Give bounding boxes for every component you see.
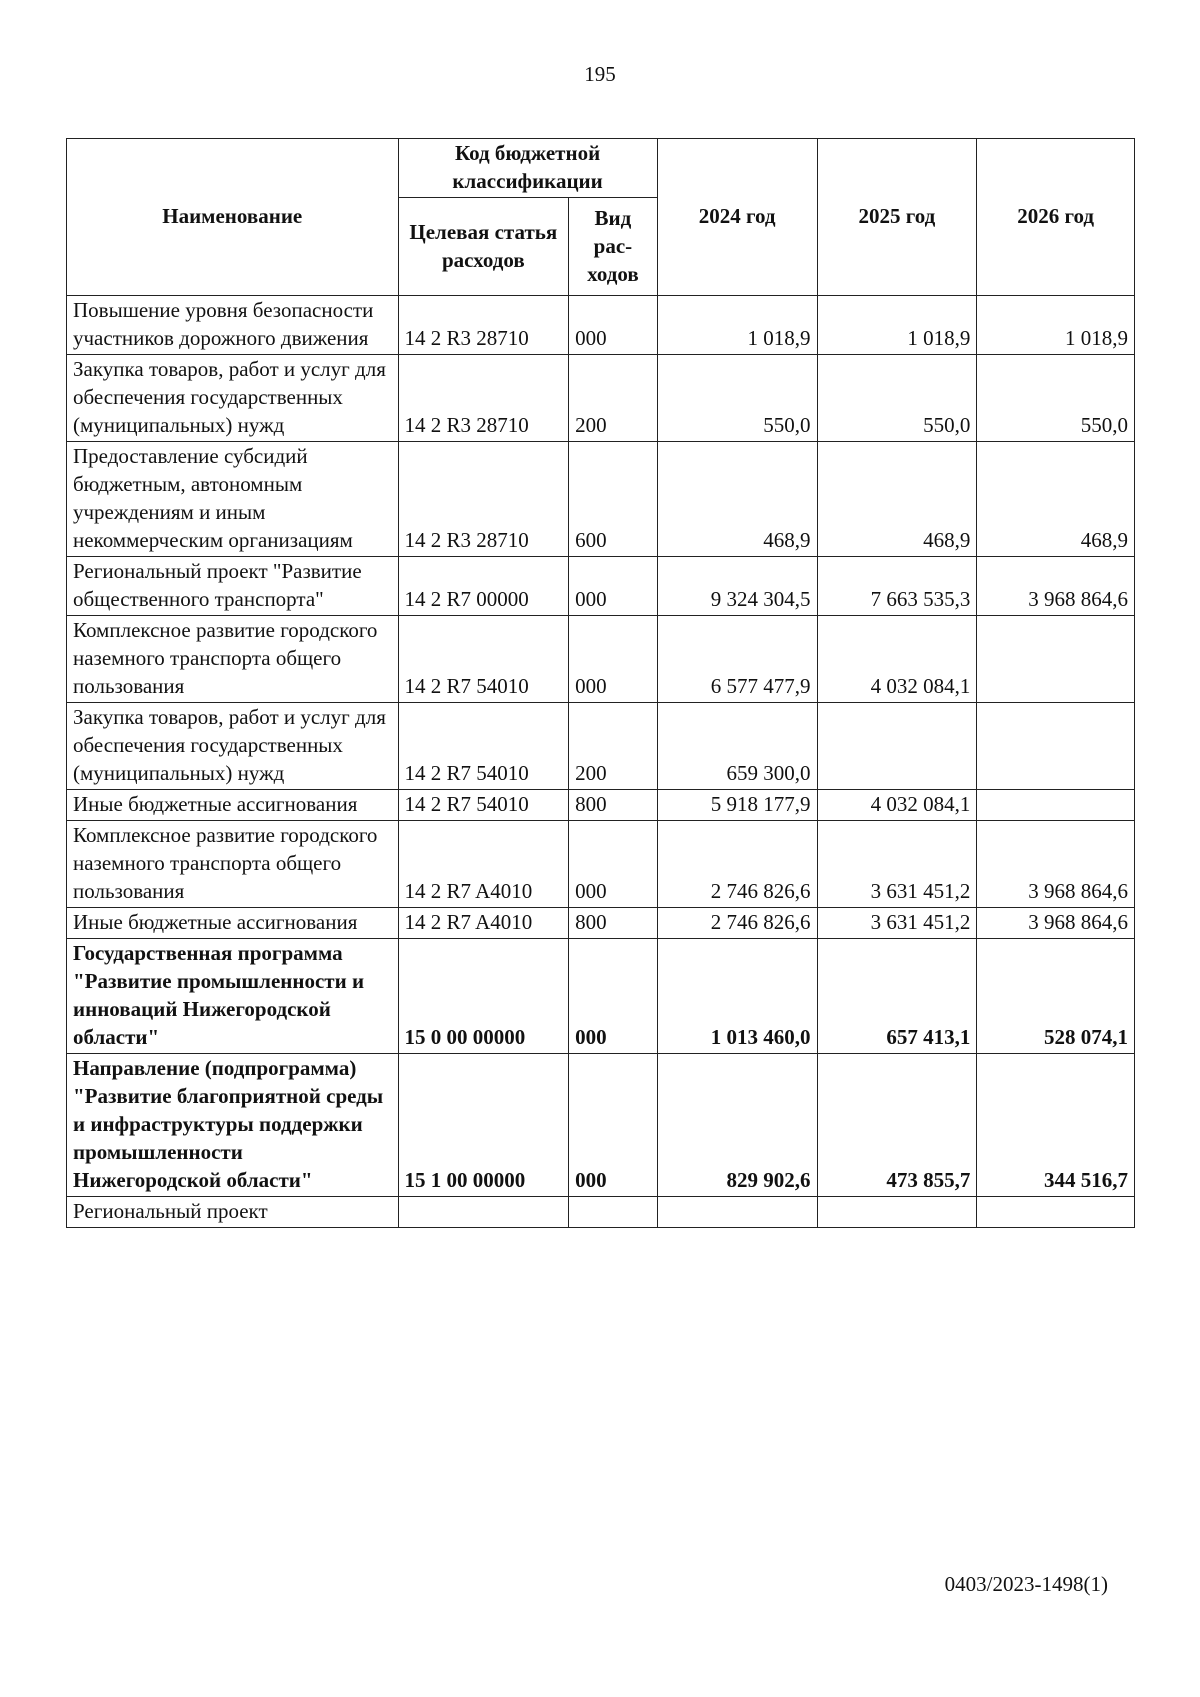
table-row [67,442,1135,557]
cell-name: Предоставление субсидий бюджетным, автономным учреждениям и иным некоммерческим организациям [67,442,399,557]
table-row [67,790,1135,821]
cell-kind [569,1197,658,1228]
table-row [67,1197,1135,1228]
table-row [67,821,1135,908]
cell-y2024: 659 300,0 [657,703,817,790]
header-name: Наименование [67,139,399,296]
cell-y2025: 1 018,9 [817,296,977,355]
cell-y2025: 7 663 535,3 [817,557,977,616]
cell-y2026 [977,703,1135,790]
table-row [67,296,1135,355]
header-2025: 2025 год [817,139,977,296]
cell-y2026: 468,9 [977,442,1135,557]
cell-name: Закупка товаров, работ и услуг для обеспечения государственных (муниципальных) нужд [67,703,399,790]
cell-kind: 800 [569,908,658,939]
cell-y2024: 829 902,6 [657,1054,817,1197]
cell-y2024: 1 018,9 [657,296,817,355]
cell-y2024: 2 746 826,6 [657,908,817,939]
cell-y2024: 9 324 304,5 [657,557,817,616]
cell-y2025 [817,703,977,790]
cell-y2026 [977,1197,1135,1228]
cell-code: 14 2 R7 54010 [398,616,569,703]
table-row [67,939,1135,1054]
cell-code [398,1197,569,1228]
cell-kind: 000 [569,821,658,908]
cell-y2024: 6 577 477,9 [657,616,817,703]
cell-y2025: 657 413,1 [817,939,977,1054]
cell-name: Региональный проект [67,1197,399,1228]
cell-kind: 000 [569,939,658,1054]
cell-y2026: 528 074,1 [977,939,1135,1054]
cell-y2024: 468,9 [657,442,817,557]
cell-y2025: 468,9 [817,442,977,557]
cell-code: 14 2 R7 54010 [398,703,569,790]
cell-code: 14 2 R7 54010 [398,790,569,821]
cell-y2025: 473 855,7 [817,1054,977,1197]
cell-y2025: 3 631 451,2 [817,908,977,939]
cell-y2026 [977,616,1135,703]
cell-kind: 200 [569,703,658,790]
cell-kind: 000 [569,557,658,616]
cell-y2026 [977,790,1135,821]
header-target: Целевая статья расходов [398,198,569,296]
table-row [67,616,1135,703]
cell-code: 15 0 00 00000 [398,939,569,1054]
cell-y2026: 550,0 [977,355,1135,442]
cell-code: 14 2 R7 00000 [398,557,569,616]
cell-y2025: 3 631 451,2 [817,821,977,908]
header-2024: 2024 год [657,139,817,296]
cell-name: Региональный проект "Развитие общественного транспорта" [67,557,399,616]
cell-name: Комплексное развитие городского наземного транспорта общего пользования [67,616,399,703]
cell-code: 15 1 00 00000 [398,1054,569,1197]
cell-y2025: 4 032 084,1 [817,616,977,703]
cell-kind: 000 [569,1054,658,1197]
cell-y2024 [657,1197,817,1228]
cell-y2026: 3 968 864,6 [977,557,1135,616]
cell-y2025: 4 032 084,1 [817,790,977,821]
budget-table [66,138,1135,1228]
cell-name: Закупка товаров, работ и услуг для обеспечения государственных (муниципальных) нужд [67,355,399,442]
cell-name: Иные бюджетные ассигнования [67,790,399,821]
cell-y2024: 2 746 826,6 [657,821,817,908]
table-row [67,703,1135,790]
cell-name: Комплексное развитие городского наземного транспорта общего пользования [67,821,399,908]
cell-y2026: 3 968 864,6 [977,821,1135,908]
cell-code: 14 2 R3 28710 [398,355,569,442]
document-code: 0403/2023-1498(1) [944,1572,1108,1596]
header-kind: Вид рас-ходов [569,198,658,296]
cell-kind: 600 [569,442,658,557]
table-row [67,557,1135,616]
cell-name: Направление (подпрограмма) "Развитие благоприятной среды и инфраструктуры поддержки промышленности Нижегородской области" [67,1054,399,1197]
cell-y2025: 550,0 [817,355,977,442]
cell-y2026: 344 516,7 [977,1054,1135,1197]
cell-code: 14 2 R7 A4010 [398,821,569,908]
table-row [67,1054,1135,1197]
cell-code: 14 2 R7 A4010 [398,908,569,939]
cell-kind: 000 [569,296,658,355]
cell-code: 14 2 R3 28710 [398,442,569,557]
cell-y2025 [817,1197,977,1228]
cell-kind: 000 [569,616,658,703]
table-row [67,355,1135,442]
cell-name: Иные бюджетные ассигнования [67,908,399,939]
header-code-group: Код бюджетной классификации [398,139,657,198]
page-number: 195 [584,62,616,86]
cell-y2024: 550,0 [657,355,817,442]
cell-kind: 800 [569,790,658,821]
cell-y2026: 3 968 864,6 [977,908,1135,939]
cell-name: Государственная программа "Развитие промышленности и инноваций Нижегородской области" [67,939,399,1054]
cell-name: Повышение уровня безопасности участников дорожного движения [67,296,399,355]
cell-code: 14 2 R3 28710 [398,296,569,355]
cell-y2024: 5 918 177,9 [657,790,817,821]
cell-kind: 200 [569,355,658,442]
cell-y2026: 1 018,9 [977,296,1135,355]
header-2026: 2026 год [977,139,1135,296]
cell-y2024: 1 013 460,0 [657,939,817,1054]
table-row [67,908,1135,939]
